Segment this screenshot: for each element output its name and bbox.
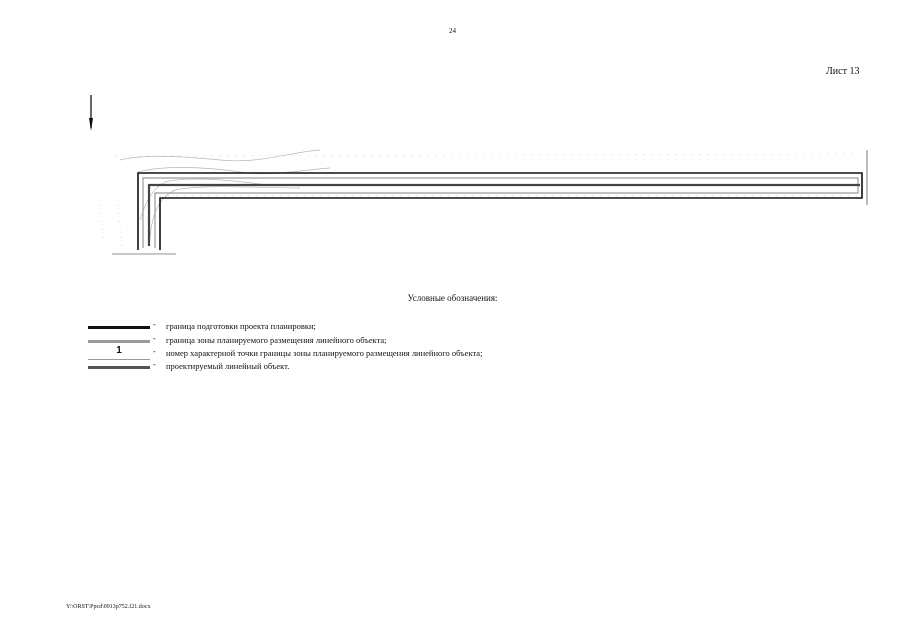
north-arrow-icon (89, 118, 93, 131)
legend-dash: - (153, 347, 156, 356)
legend-item-point-number (88, 345, 688, 360)
legend-dash: - (153, 360, 156, 369)
legend-item-planning-boundary (88, 321, 688, 333)
file-path: Y:\ORST\Ppcd\0913p752.f21.docx (66, 604, 151, 610)
legend-text: граница подготовки проекта планировки; (166, 321, 316, 331)
legend-text: граница зоны планируемого размещения линейного объекта; (166, 335, 387, 345)
dark-line-symbol (88, 366, 150, 369)
gray-line-symbol (88, 340, 150, 343)
zone-boundary (143, 178, 858, 248)
legend-text: номер характерной точки границы зоны планируемого размещения линейного объекта; (166, 348, 483, 358)
sheet-label: Лист 13 (826, 66, 860, 77)
legend-dash: - (153, 334, 156, 343)
page-number: 24 (449, 27, 456, 35)
terrain-contours (120, 150, 330, 238)
legend-item-linear-object (88, 361, 688, 373)
black-line-symbol (88, 326, 150, 329)
legend-text: проектируемый линейный объект. (166, 361, 290, 371)
point-number-symbol: 1 (88, 345, 150, 360)
legend-title: Условные обозначения: (407, 293, 498, 303)
legend-item-zone-boundary (88, 335, 688, 347)
linear-object (149, 185, 860, 246)
legend-dash: - (153, 320, 156, 329)
